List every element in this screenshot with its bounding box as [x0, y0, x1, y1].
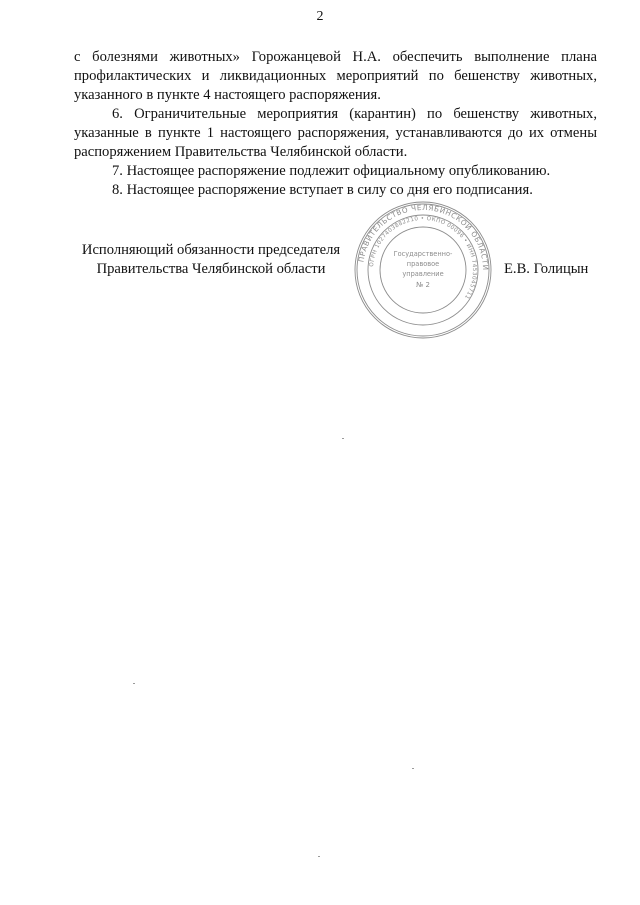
seal-codes-text: ОГРН 1027403882210 • ОКПО 00096 • ИНН 7453045711: [369, 215, 478, 301]
paragraph-item-6: 6. Ограничительные мероприятия (карантин) по бешенству животных, указанные в пункте 1 настоящего распоряжения, устанавливаются до их отмены распоряжением Правительства Челябинской области.: [74, 106, 597, 160]
seal-outer-text: ПРАВИТЕЛЬСТВО ЧЕЛЯБИНСКОЙ ОБЛАСТИ: [356, 202, 491, 271]
seal-center-line-3: управление: [402, 270, 444, 278]
scan-speck: [342, 438, 344, 439]
seal-center-line-2: правовое: [406, 260, 440, 268]
official-seal-stamp: [353, 200, 493, 340]
paragraph-continuation: с болезнями животных» Горожанцевой Н.А. обеспечить выполнение плана профилактических и ликвидационных мероприятий по бешенству животных, указанного в пункте 4 настоящего распоряжения.: [74, 49, 597, 103]
scan-speck: [133, 683, 135, 684]
document-body: [74, 48, 597, 200]
seal-center-number: № 2: [416, 281, 430, 289]
signatory-position-line-2: Правительства Челябинской области: [96, 261, 326, 277]
scan-speck: [318, 856, 320, 857]
scan-speck: [412, 768, 414, 769]
signatory-position: [76, 241, 346, 279]
seal-center-line-1: Государственно-: [393, 250, 453, 258]
paragraph-item-8: 8. Настоящее распоряжение вступает в силу со дня его подписания.: [112, 182, 533, 198]
signatory-position-line-1: Исполняющий обязанности председателя: [81, 242, 341, 258]
page-number: 2: [316, 9, 324, 24]
seal-center-text: [394, 250, 453, 289]
paragraph-item-7: 7. Настоящее распоряжение подлежит официальному опубликованию.: [112, 163, 551, 179]
signatory-name: Е.В. Голицын: [504, 261, 589, 277]
